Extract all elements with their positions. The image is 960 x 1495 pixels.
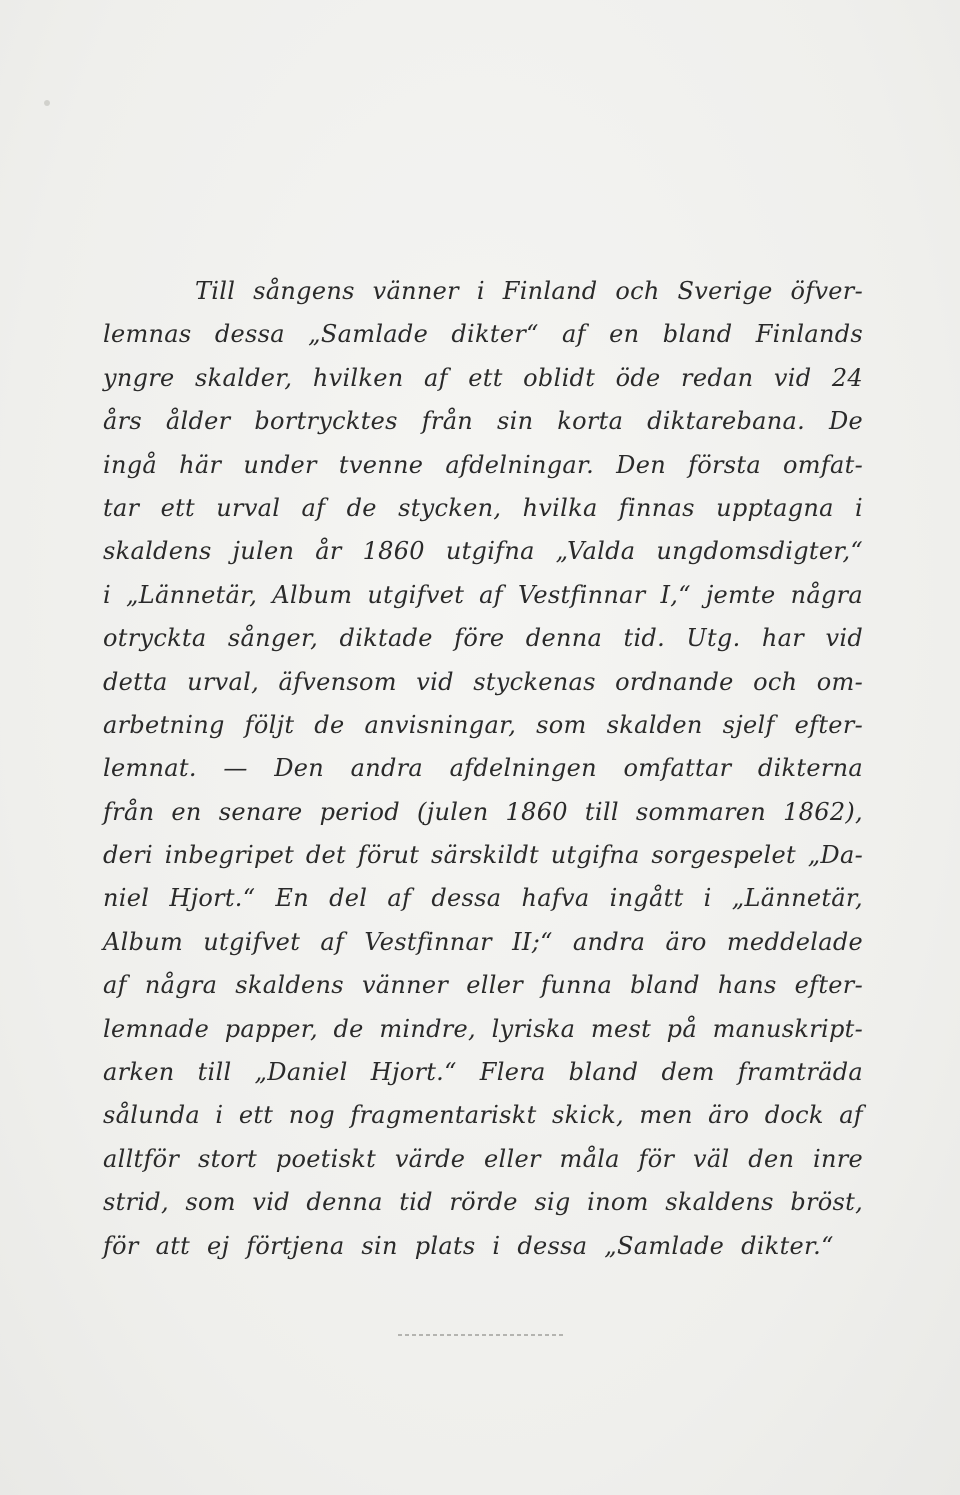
text-line: lemnas dessa „Samlade dikter“ af en bland Finlands [103, 320, 863, 349]
text-line: yngre skalder, hvilken af ett oblidt öde redan vid 24 [103, 363, 863, 392]
paper-speck [44, 100, 50, 106]
text-line: lemnat. — Den andra afdelningen omfattar dikterna [103, 754, 863, 783]
text-line: sålunda i ett nog fragmentariskt skick, men äro dock af [103, 1101, 863, 1130]
text-line: skaldens julen år 1860 utgifna „Valda ungdomsdigter,“ [103, 537, 863, 566]
text-line: detta urval, äfvensom vid styckenas ordnande och om- [103, 667, 863, 696]
text-line: otryckta sånger, diktade före denna tid. Utg. har vid [103, 624, 863, 653]
text-line: af några skaldens vänner eller funna bland hans efter- [103, 971, 863, 1000]
text-line: i „Lännetär, Album utgifvet af Vestfinnar I,“ jemte några [103, 580, 863, 609]
text-line: för att ej förtjena sin plats i dessa „Samlade dikter.“ [103, 1231, 834, 1260]
text-line: alltför stort poetiskt värde eller måla för väl den inre [103, 1144, 863, 1173]
text-line: ingå här under tvenne afdelningar. Den första omfat- [103, 450, 863, 479]
text-line: arbetning följt de anvisningar, som skalden sjelf efter- [103, 710, 863, 739]
text-line: från en senare period (julen 1860 till sommaren 1862), [103, 797, 863, 826]
ornamental-divider [398, 1334, 564, 1336]
text-line: lemnade papper, de mindre, lyriska mest på manuskript- [103, 1014, 863, 1043]
preface-paragraph [103, 270, 863, 1268]
text-line: års ålder bortrycktes från sin korta diktarebana. De [103, 407, 863, 436]
text-line: tar ett urval af de stycken, hvilka finnas upptagna i [103, 493, 863, 522]
text-line: Till sångens vänner i Finland och Sverige öfver- [195, 277, 863, 305]
text-line: deri inbegripet det förut särskildt utgifna sorgespelet „Da- [103, 841, 863, 870]
text-line: Album utgifvet af Vestfinnar II;“ andra äro meddelade [103, 927, 863, 956]
text-line: strid, som vid denna tid rörde sig inom skaldens bröst, [103, 1188, 863, 1217]
text-line: arken till „Daniel Hjort.“ Flera bland dem framträda [103, 1058, 863, 1087]
text-line: niel Hjort.“ En del af dessa hafva ingått i „Lännetär, [103, 884, 863, 913]
